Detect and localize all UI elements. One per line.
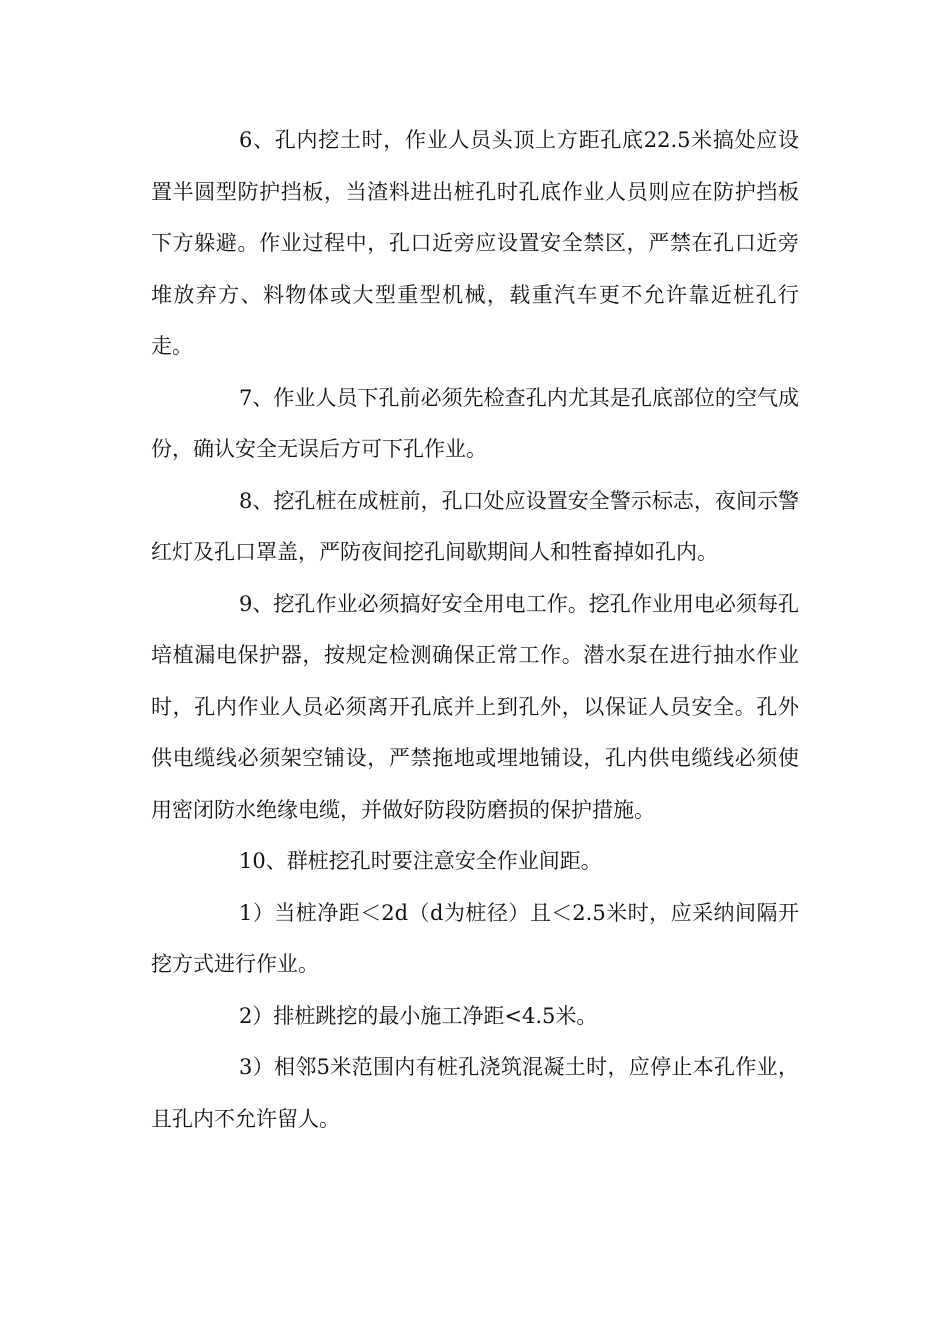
paragraph-item-7: 7、作业人员下孔前必须先检查孔内尤其是孔底部位的空气成份，确认安全无误后方可下孔作业。 <box>151 385 799 461</box>
paragraph-item-9: 9、挖孔作业必须搞好安全用电工作。挖孔作业用电必须每孔培植漏电保护器，按规定检测确保正常工作。潜水泵在进行抽水作业时，孔内作业人员必须离开孔底并上到孔外，以保证人员安全。孔外供电缆线必须架空铺设，严禁拖地或埋地铺设，孔内供电缆线必须使用密闭防水绝缘电缆，并做好防段防磨损的保护措施。 <box>151 591 799 822</box>
paragraph-subitem-3: 3）相邻5米范围内有桩孔浇筑混凝土时，应停止本孔作业，且孔内不允许留人。 <box>151 1055 799 1131</box>
paragraph-subitem-1: 1）当桩净距＜2d（d为桩径）且＜2.5米时，应采纳间隔开挖方式进行作业。 <box>151 900 799 976</box>
paragraph-subitem-2: 2）排桩跳挖的最小施工净距<4.5米。 <box>239 1003 598 1028</box>
document-body <box>151 115 799 1145</box>
paragraph-item-6: 6、孔内挖土时，作业人员头顶上方距孔底22.5米搞处应设置半圆型防护挡板，当渣料进出桩孔时孔底作业人员则应在防护挡板下方躲避。作业过程中，孔口近旁应设置安全禁区，严禁在孔口近旁堆放弃方、料物体或大型重型机械，载重汽车更不允许靠近桩孔行走。 <box>151 128 799 358</box>
paragraph-item-10: 10、群桩挖孔时要注意安全作业间距。 <box>239 849 602 873</box>
paragraph-item-8: 8、挖孔桩在成桩前，孔口处应设置安全警示标志，夜间示警红灯及孔口罩盖，严防夜间挖孔间歇期间人和牲畜掉如孔内。 <box>151 488 799 564</box>
